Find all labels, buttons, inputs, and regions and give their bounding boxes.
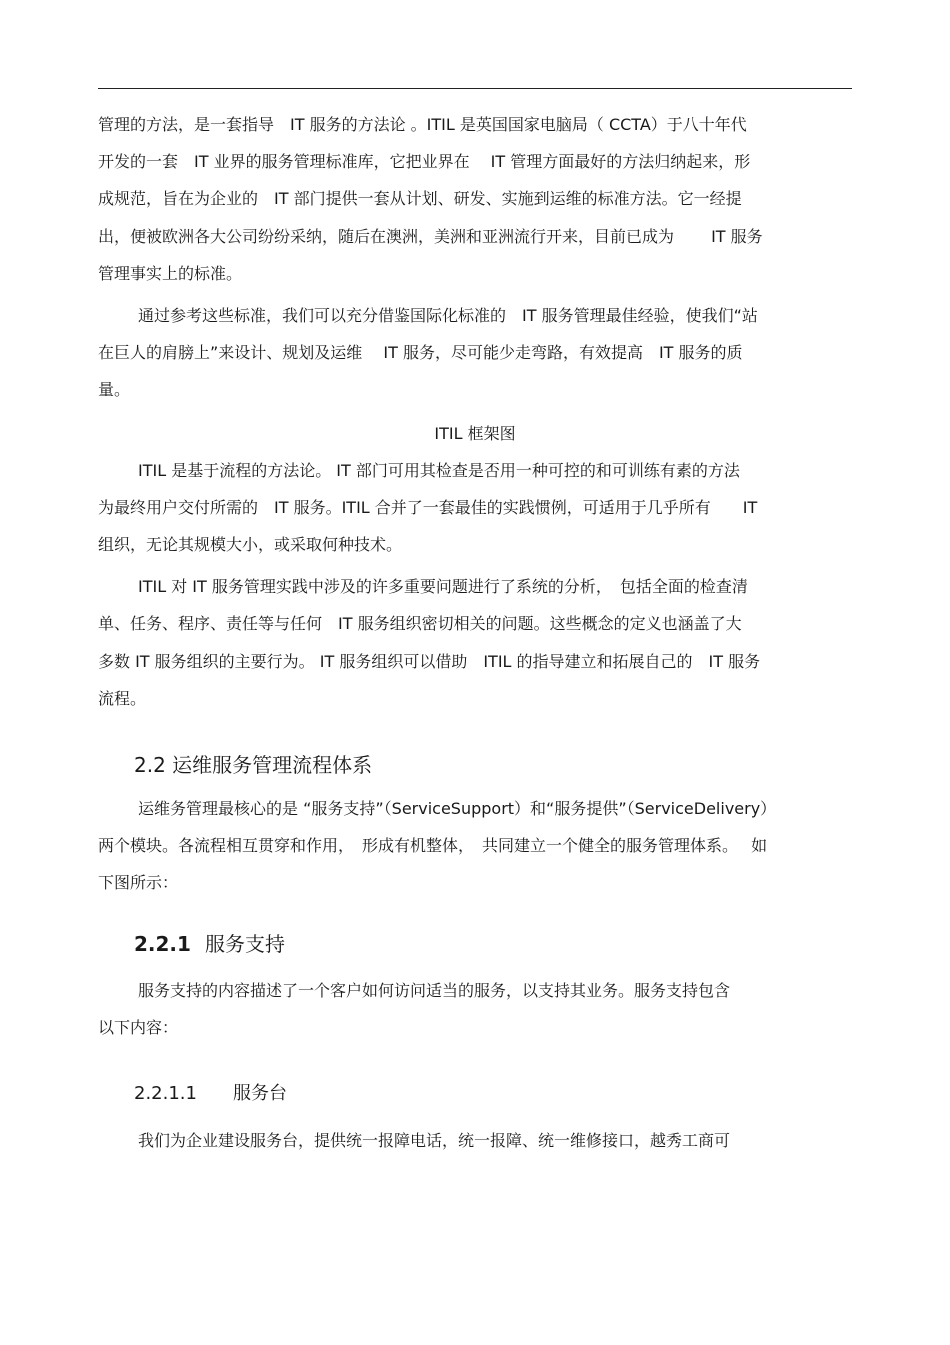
section-heading-2-2-1 — [134, 929, 852, 959]
text-line: 两个模块。各流程相互贯穿和作用， 形成有机整体， 共同建立一个健全的服务管理体系。 如 — [98, 836, 768, 856]
text-line: 管理事实上的标准。 — [98, 263, 243, 283]
text-line: 为最终用户交付所需的 IT 服务。ITIL 合并了一套最佳的实践惯例，可适用于几乎所有 IT — [98, 497, 758, 517]
text-line: 开发的一套 IT 业界的服务管理标准库，它把业界在 IT 管理方面最好的方法归纳起来，形 — [98, 152, 751, 172]
text-line: 单、任务、程序、责任等与任何 IT 服务组织密切相关的问题。这些概念的定义也涵盖了大 — [98, 614, 742, 634]
paragraph-itil-process — [98, 452, 852, 564]
text-line: 我们为企业建设服务台，提供统一报障电话，统一报障、统一维修接口，越秀工商可 — [138, 1131, 731, 1151]
section-title: 服务支持 — [204, 931, 285, 956]
text-line: ITIL 对 IT 服务管理实践中涉及的许多重要问题进行了系统的分析， 包括全面的检查清 — [138, 577, 748, 597]
paragraph-itil-analysis — [98, 568, 852, 717]
section-heading-2-2-1-1 — [134, 1080, 852, 1108]
paragraph-standards — [98, 297, 852, 409]
text-line: 下图所示： — [98, 873, 179, 893]
text-line: 运维务管理最核心的是 “服务支持”（ServiceSupport）和“服务提供”（ServiceDelivery） — [138, 799, 777, 819]
section-heading-2-2: 2.2 运维服务管理流程体系 — [134, 753, 373, 778]
section-number: 2.2.1 — [134, 931, 191, 956]
text-line: 服务支持的内容描述了一个客户如何访问适当的服务，以支持其业务。服务支持包含 — [138, 980, 731, 1000]
paragraph-service-desk — [98, 1122, 852, 1159]
text-line: 出，便被欧洲各大公司纷纷采纳，随后在澳洲，美洲和亚洲流行开来，目前已成为 IT 服务 — [98, 226, 763, 246]
paragraph-itil-intro — [98, 106, 852, 292]
text-line: 多数 IT 服务组织的主要行为。 IT 服务组织可以借助 ITIL 的指导建立和拓展自己的 IT 服务 — [98, 651, 761, 671]
text-line: 以下内容： — [98, 1017, 179, 1037]
text-line: 管理的方法，是一套指导 IT 服务的方法论 。ITIL 是英国国家电脑局（ CCTA）于八十年代 — [98, 115, 747, 134]
paragraph-service-modules — [98, 790, 852, 902]
section-number: 2.2.1.1 — [134, 1083, 197, 1105]
paragraph-service-support — [98, 972, 852, 1046]
header-rule — [98, 88, 852, 89]
document-body — [98, 106, 852, 1159]
figure-caption: ITIL 框架图 — [434, 423, 516, 443]
text-line: 流程。 — [98, 688, 147, 708]
text-line: 量。 — [98, 380, 131, 400]
text-line: ITIL 是基于流程的方法论。 IT 部门可用其检查是否用一种可控的和可训练有素的方法 — [138, 460, 740, 480]
text-line: 在巨人的肩膀上”来设计、规划及运维 IT 服务，尽可能少走弯路，有效提高 IT 服务的质 — [98, 343, 743, 363]
text-line: 组织，无论其规模大小，或采取何种技术。 — [98, 535, 403, 555]
section-title: 服务台 — [232, 1083, 287, 1105]
text-line: 通过参考这些标准，我们可以充分借鉴国际化标准的 IT 服务管理最佳经验，使我们“站 — [138, 306, 758, 326]
text-line: 成规范，旨在为企业的 IT 部门提供一套从计划、研发、实施到运维的标准方法。它一经提 — [98, 189, 742, 209]
